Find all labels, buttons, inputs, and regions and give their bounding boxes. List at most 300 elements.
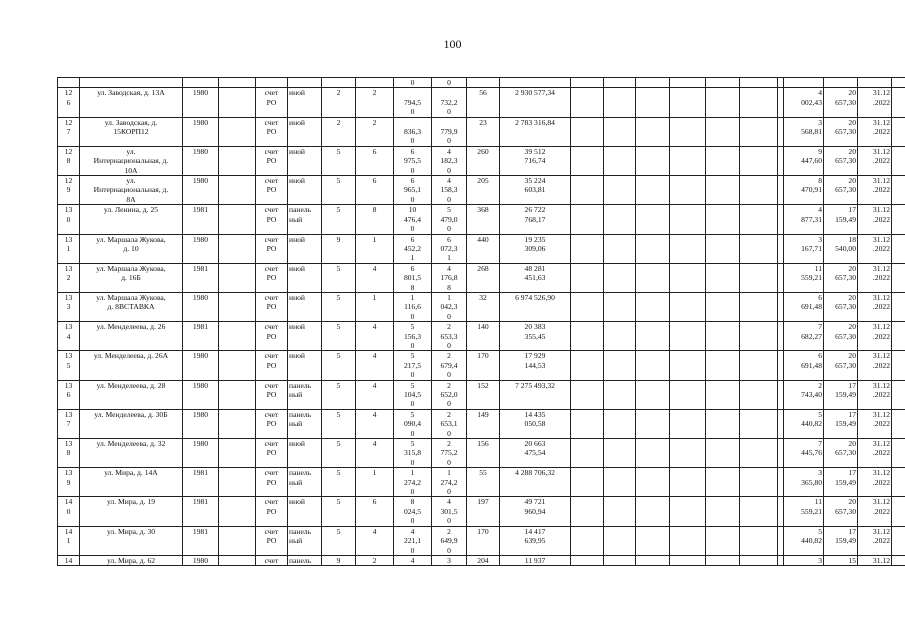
cell-year: 1980 [183,439,219,468]
cell-limit-cost: 20 657,30 [824,292,858,321]
table-row [58,439,905,468]
cell-limit-cost: 20 657,30 [824,263,858,292]
cell-empty [740,234,778,263]
cell-empty [892,380,905,409]
cell-empty [571,292,604,321]
cell-limit-cost: 20 657,30 [824,497,858,526]
cell-cost: 49 721 960,94 [500,497,571,526]
cell-empty [219,409,256,438]
table-row [58,555,905,565]
cell-area-total: 794,5 0 [394,88,432,117]
cell-limit-cost: 20 657,30 [824,88,858,117]
cell-empty [706,468,740,497]
cell-empty [670,439,706,468]
cell-empty [892,176,905,205]
cell-num: 12 9 [58,176,80,205]
cell-area-living: 0 [432,78,467,88]
cell-area-living: 2 775,2 0 [432,439,467,468]
cell-floors: 5 [322,497,356,526]
cell-area-total: 8 024,5 0 [394,497,432,526]
cell-empty [740,263,778,292]
cell-material: иной [288,439,322,468]
cell-empty [706,263,740,292]
cell-empty [219,555,256,565]
cell-empty [706,322,740,351]
cell-address: ул. Менделеева, д. 30Б [80,409,183,438]
cell-empty [740,146,778,175]
cell-empty [740,205,778,234]
cell-deadline: 31.12 .2022 [858,439,892,468]
cell-empty [604,146,636,175]
cell-area-living: 2 652,0 0 [432,380,467,409]
cell-cost: 39 512 716,74 [500,146,571,175]
cell-floors: 5 [322,263,356,292]
cell-area-total: 5 104,5 0 [394,380,432,409]
cell-empty [571,526,604,555]
table-row [58,78,905,88]
cell-floors: 5 [322,292,356,321]
cell-limit-cost: 17 159,49 [824,205,858,234]
cell-cost-per-m2: 3 365,80 [784,468,824,497]
cell-empty [740,292,778,321]
cell-empty [636,497,670,526]
cell-deadline: 31.12 .2022 [858,497,892,526]
cell-floors: 9 [322,555,356,565]
cell-empty [670,322,706,351]
cell-limit-cost: 20 657,30 [824,117,858,146]
cell-empty [892,322,905,351]
cell-empty [571,468,604,497]
cell-cost: 14 435 050,58 [500,409,571,438]
cell-empty [571,555,604,565]
cell-address: ул. Мира, д. 19 [80,497,183,526]
cell-deadline: 31.12 .2022 [858,234,892,263]
cell-area-total: 6 975,5 0 [394,146,432,175]
cell-empty [706,439,740,468]
cell-empty [670,234,706,263]
cell-empty [219,351,256,380]
cell-num: 13 4 [58,322,80,351]
cell-limit-cost: 20 657,30 [824,322,858,351]
cell-cost-per-m2: 3 568,81 [784,117,824,146]
cell-empty [670,497,706,526]
cell-empty [604,409,636,438]
cell-empty [740,555,778,565]
cell-residents: 149 [467,409,500,438]
cell-account: счет РО [256,322,288,351]
cell-empty [219,497,256,526]
cell-residents: 268 [467,263,500,292]
cell-num: 13 7 [58,409,80,438]
cell-empty [740,526,778,555]
cell-empty [670,88,706,117]
cell-address: ул. Менделеева, д. 32 [80,439,183,468]
cell-material: панель ный [288,380,322,409]
housing-register-table [57,77,905,566]
cell-num: 14 1 [58,526,80,555]
cell-limit-cost: 17 159,49 [824,409,858,438]
cell-area-total: 6 965,1 0 [394,176,432,205]
cell-account: счет РО [256,468,288,497]
cell-address: ул. Мира, д. 30 [80,526,183,555]
cell-num: 14 [58,555,80,565]
cell-area-living: 779,9 0 [432,117,467,146]
cell-empty [892,351,905,380]
cell-area-living: 4 158,3 0 [432,176,467,205]
cell-deadline: 31.12 .2022 [858,380,892,409]
cell-entrances: 4 [356,409,394,438]
cell-cost: 14 417 639,95 [500,526,571,555]
table-row [58,468,905,497]
table-row [58,146,905,175]
cell-empty [892,497,905,526]
cell-empty [571,439,604,468]
cell-empty [892,526,905,555]
cell-empty [706,146,740,175]
cell-account: счет РО [256,88,288,117]
cell-empty [604,292,636,321]
cell-account: счет [256,555,288,565]
cell-year: 1981 [183,497,219,526]
cell-entrances: 4 [356,263,394,292]
cell-num: 12 6 [58,88,80,117]
cell-num: 13 9 [58,468,80,497]
cell-entrances: 4 [356,439,394,468]
cell-deadline: 31.12 .2022 [858,292,892,321]
cell-material: иной [288,146,322,175]
cell-deadline: 31.12 .2022 [858,176,892,205]
cell-address: ул. Мира, д. 62 [80,555,183,565]
table-row [58,117,905,146]
cell-limit-cost: 18 540,00 [824,234,858,263]
cell-empty [571,497,604,526]
cell-empty [706,176,740,205]
cell-empty [892,439,905,468]
cell-entrances: 2 [356,117,394,146]
cell-empty [219,117,256,146]
cell-cost-per-m2: 2 743,40 [784,380,824,409]
cell-account: счет РО [256,205,288,234]
cell-num: 14 0 [58,497,80,526]
cell-account: счет РО [256,176,288,205]
cell-year: 1981 [183,322,219,351]
cell-deadline: 31.12 .2022 [858,468,892,497]
cell-floors: 9 [322,234,356,263]
cell-material: панель [288,555,322,565]
cell-cost-per-m2: 3 [784,555,824,565]
cell-empty [892,117,905,146]
cell-empty [604,322,636,351]
cell-cost: 7 275 493,32 [500,380,571,409]
cell-area-total: 10 476,4 0 [394,205,432,234]
cell-empty [670,78,706,88]
cell-empty [670,555,706,565]
table-row [58,409,905,438]
cell-area-living: 2 653,3 0 [432,322,467,351]
cell-empty [571,146,604,175]
cell-num: 12 7 [58,117,80,146]
cell-material: панель ный [288,526,322,555]
cell-empty [892,409,905,438]
cell-empty [740,497,778,526]
cell-year: 1981 [183,468,219,497]
cell-empty [740,409,778,438]
table-row [58,351,905,380]
cell-empty [740,176,778,205]
cell-entrances: 4 [356,526,394,555]
cell-cost: 35 224 603,81 [500,176,571,205]
cell-empty [604,205,636,234]
cell-cost-per-m2: 5 440,82 [784,526,824,555]
cell-entrances: 4 [356,322,394,351]
cell-area-total: 1 116,6 0 [394,292,432,321]
cell-cost-per-m2: 6 691,48 [784,292,824,321]
cell-empty [670,263,706,292]
cell-area-total: 0 [394,78,432,88]
cell-entrances: 2 [356,555,394,565]
cell-floors: 5 [322,380,356,409]
cell-empty [604,176,636,205]
cell-empty [636,409,670,438]
cell-year: 1980 [183,176,219,205]
cell-num: 13 6 [58,380,80,409]
cell-area-total: 4 [394,555,432,565]
cell-empty [670,351,706,380]
cell-cost: 48 281 451,63 [500,263,571,292]
cell-empty [892,146,905,175]
cell-empty [740,380,778,409]
cell-empty [500,78,571,88]
cell-limit-cost: 20 657,30 [824,439,858,468]
cell-material: иной [288,263,322,292]
cell-area-living: 4 176,8 8 [432,263,467,292]
cell-empty [740,439,778,468]
cell-empty [706,409,740,438]
cell-material: иной [288,351,322,380]
table-row [58,292,905,321]
cell-cost: 2 783 316,84 [500,117,571,146]
cell-empty [706,88,740,117]
cell-material: панель ный [288,205,322,234]
cell-deadline: 31.12 .2022 [858,263,892,292]
cell-empty [219,78,256,88]
cell-cost-per-m2: 7 445,76 [784,439,824,468]
cell-cost: 11 937 [500,555,571,565]
cell-empty [706,234,740,263]
cell-cost-per-m2: 3 167,71 [784,234,824,263]
cell-residents: 440 [467,234,500,263]
cell-empty [356,78,394,88]
cell-empty [219,88,256,117]
cell-year: 1980 [183,555,219,565]
cell-empty [467,78,500,88]
cell-area-living: 6 072,3 1 [432,234,467,263]
cell-floors: 5 [322,439,356,468]
cell-empty [219,468,256,497]
cell-floors: 5 [322,468,356,497]
cell-empty [636,263,670,292]
cell-account: счет РО [256,526,288,555]
cell-material: иной [288,117,322,146]
cell-account: счет РО [256,117,288,146]
cell-empty [706,380,740,409]
cell-empty [706,351,740,380]
cell-entrances: 4 [356,351,394,380]
cell-limit-cost: 20 657,30 [824,351,858,380]
cell-empty [183,78,219,88]
cell-area-total: 4 221,1 0 [394,526,432,555]
cell-deadline: 31.12 .2022 [858,322,892,351]
cell-empty [706,78,740,88]
cell-material: панель ный [288,409,322,438]
cell-floors: 5 [322,526,356,555]
cell-empty [636,351,670,380]
cell-residents: 55 [467,468,500,497]
cell-empty [571,176,604,205]
cell-empty [322,78,356,88]
cell-empty [858,78,892,88]
cell-empty [740,351,778,380]
cell-residents: 23 [467,117,500,146]
cell-address: ул. Менделеева, д. 26А [80,351,183,380]
cell-empty [636,88,670,117]
cell-area-total: 5 315,8 0 [394,439,432,468]
cell-empty [784,78,824,88]
cell-residents: 56 [467,88,500,117]
cell-empty [604,526,636,555]
cell-limit-cost: 17 159,49 [824,468,858,497]
cell-area-living: 2 653,1 0 [432,409,467,438]
cell-empty [219,205,256,234]
cell-address: ул. Мира, д. 14А [80,468,183,497]
cell-cost-per-m2: 11 559,21 [784,263,824,292]
cell-empty [636,439,670,468]
cell-empty [740,468,778,497]
cell-empty [670,526,706,555]
cell-account: счет РО [256,351,288,380]
cell-empty [892,234,905,263]
cell-empty [571,117,604,146]
cell-entrances: 1 [356,234,394,263]
cell-deadline: 31.12 .2022 [858,146,892,175]
cell-empty [604,351,636,380]
cell-empty [571,88,604,117]
cell-empty [604,88,636,117]
cell-num: 13 2 [58,263,80,292]
cell-address: ул. Маршала Жукова, д. 8ВСТАВКА [80,292,183,321]
cell-num: 13 0 [58,205,80,234]
cell-floors: 2 [322,88,356,117]
cell-year: 1981 [183,263,219,292]
cell-empty [604,468,636,497]
cell-empty [604,439,636,468]
cell-empty [288,78,322,88]
cell-address: ул. Интернациональная, д. 8А [80,176,183,205]
cell-empty [636,205,670,234]
cell-material: иной [288,176,322,205]
cell-address: ул. Заводская, д. 15КОРП12 [80,117,183,146]
table-row [58,526,905,555]
cell-area-living: 2 649,9 0 [432,526,467,555]
table-row [58,497,905,526]
cell-empty [636,176,670,205]
cell-address: ул. Маршала Жукова, д. 10 [80,234,183,263]
table-row [58,322,905,351]
cell-empty [636,292,670,321]
cell-empty [670,409,706,438]
cell-empty [892,78,905,88]
cell-area-total: 6 452,2 1 [394,234,432,263]
cell-num: 13 1 [58,234,80,263]
cell-entrances: 2 [356,88,394,117]
cell-cost-per-m2: 11 559,21 [784,497,824,526]
cell-empty [219,234,256,263]
cell-year: 1980 [183,380,219,409]
cell-residents: 260 [467,146,500,175]
cell-floors: 2 [322,117,356,146]
cell-empty [219,292,256,321]
cell-deadline: 31.12 [858,555,892,565]
cell-floors: 5 [322,205,356,234]
cell-empty [636,322,670,351]
cell-empty [219,380,256,409]
cell-address: ул. Интернациональная, д. 10А [80,146,183,175]
cell-limit-cost: 20 657,30 [824,146,858,175]
cell-empty [892,263,905,292]
cell-area-living: 732,2 0 [432,88,467,117]
cell-empty [670,146,706,175]
cell-empty [571,322,604,351]
cell-area-living: 1 274,2 0 [432,468,467,497]
cell-empty [219,526,256,555]
cell-material: иной [288,497,322,526]
cell-empty [892,292,905,321]
cell-area-living: 4 182,3 0 [432,146,467,175]
cell-entrances: 4 [356,380,394,409]
cell-floors: 5 [322,409,356,438]
cell-cost: 6 974 526,90 [500,292,571,321]
cell-empty [604,263,636,292]
cell-area-living: 2 679,4 0 [432,351,467,380]
cell-limit-cost: 15 [824,555,858,565]
cell-area-total: 5 156,3 0 [394,322,432,351]
cell-empty [706,292,740,321]
cell-address: ул. Заводская, д. 13А [80,88,183,117]
cell-year: 1980 [183,292,219,321]
cell-residents: 32 [467,292,500,321]
cell-address: ул. Менделеева, д. 28 [80,380,183,409]
table-row [58,234,905,263]
table-row [58,380,905,409]
cell-account: счет РО [256,439,288,468]
cell-empty [604,234,636,263]
cell-residents: 170 [467,526,500,555]
cell-cost-per-m2: 9 447,60 [784,146,824,175]
cell-empty [219,322,256,351]
cell-cost-per-m2: 4 877,31 [784,205,824,234]
cell-year: 1980 [183,409,219,438]
cell-empty [219,176,256,205]
cell-cost-per-m2: 6 691,48 [784,351,824,380]
cell-empty [58,78,80,88]
cell-empty [824,78,858,88]
table-row [58,88,905,117]
cell-year: 1980 [183,117,219,146]
cell-residents: 140 [467,322,500,351]
cell-area-living: 5 479,0 0 [432,205,467,234]
cell-empty [740,88,778,117]
cell-residents: 197 [467,497,500,526]
